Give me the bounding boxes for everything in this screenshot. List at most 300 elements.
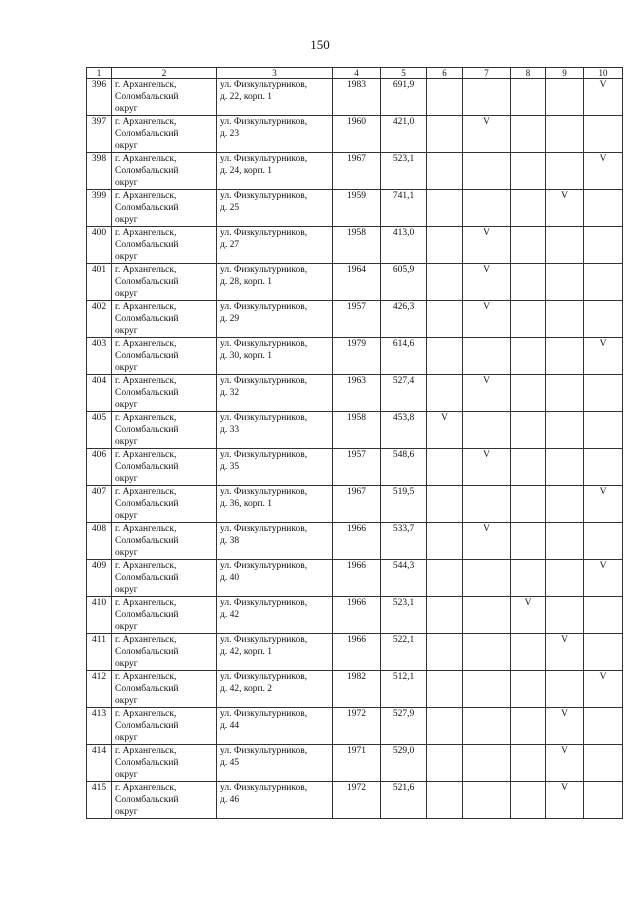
city-line: г. Архангельск, (115, 413, 177, 423)
mark-cell-7: V (463, 301, 511, 338)
mark-cell-6 (427, 264, 463, 301)
address-cell (217, 745, 333, 782)
city-line: округ (115, 178, 138, 188)
address-line: ул. Физкультурников, (220, 80, 308, 90)
mark-cell-9: V (546, 190, 584, 227)
mark-cell-10 (584, 449, 623, 486)
table-row (87, 375, 623, 412)
row-number: 406 (87, 449, 112, 486)
city-line: г. Архангельск, (115, 783, 177, 793)
address-line: д. 22, корп. 1 (220, 92, 273, 102)
address-line: ул. Физкультурников, (220, 117, 308, 127)
area-cell: 544,3 (381, 560, 427, 597)
year-built-cell: 1983 (333, 79, 381, 116)
city-line: Соломбальский (115, 610, 179, 620)
city-line: Соломбальский (115, 795, 179, 805)
mark-cell-6 (427, 190, 463, 227)
city-district-cell (112, 412, 217, 449)
city-district-cell (112, 560, 217, 597)
address-line: ул. Физкультурников, (220, 635, 308, 645)
city-line: Соломбальский (115, 351, 179, 361)
city-district-cell (112, 745, 217, 782)
row-number: 410 (87, 597, 112, 634)
year-built-cell: 1958 (333, 412, 381, 449)
mark-cell-7 (463, 190, 511, 227)
mark-cell-9 (546, 301, 584, 338)
area-cell: 453,8 (381, 412, 427, 449)
mark-cell-9 (546, 449, 584, 486)
column-number-5: 5 (381, 68, 427, 79)
address-line: д. 38 (220, 536, 240, 546)
address-line: ул. Физкультурников, (220, 154, 308, 164)
mark-cell-9 (546, 523, 584, 560)
city-line: округ (115, 252, 138, 262)
area-cell: 426,3 (381, 301, 427, 338)
column-number-1: 1 (87, 68, 112, 79)
city-line: округ (115, 400, 138, 410)
mark-cell-6 (427, 745, 463, 782)
area-cell: 614,6 (381, 338, 427, 375)
year-built-cell: 1966 (333, 634, 381, 671)
area-cell: 527,4 (381, 375, 427, 412)
mark-cell-8: V (511, 597, 546, 634)
area-cell: 533,7 (381, 523, 427, 560)
mark-cell-7 (463, 597, 511, 634)
table-row (87, 486, 623, 523)
city-district-cell (112, 227, 217, 264)
city-line: г. Архангельск, (115, 672, 177, 682)
mark-cell-10: V (584, 486, 623, 523)
mark-cell-10 (584, 412, 623, 449)
mark-cell-6 (427, 338, 463, 375)
mark-cell-6 (427, 523, 463, 560)
address-line: д. 24, корп. 1 (220, 166, 273, 176)
city-line: Соломбальский (115, 758, 179, 768)
mark-cell-7 (463, 634, 511, 671)
address-cell (217, 116, 333, 153)
mark-cell-10 (584, 597, 623, 634)
city-line: Соломбальский (115, 314, 179, 324)
address-cell (217, 486, 333, 523)
mark-cell-8 (511, 338, 546, 375)
address-line: д. 29 (220, 314, 240, 324)
city-line: г. Архангельск, (115, 598, 177, 608)
address-line: д. 27 (220, 240, 240, 250)
address-cell (217, 560, 333, 597)
mark-cell-6 (427, 634, 463, 671)
mark-cell-10 (584, 523, 623, 560)
row-number: 409 (87, 560, 112, 597)
mark-cell-6 (427, 116, 463, 153)
mark-cell-10 (584, 634, 623, 671)
area-cell: 527,9 (381, 708, 427, 745)
area-cell: 548,6 (381, 449, 427, 486)
city-line: Соломбальский (115, 536, 179, 546)
mark-cell-7: V (463, 264, 511, 301)
mark-cell-10: V (584, 671, 623, 708)
address-cell (217, 412, 333, 449)
mark-cell-8 (511, 634, 546, 671)
city-line: округ (115, 807, 138, 817)
address-line: д. 44 (220, 721, 240, 731)
mark-cell-9 (546, 227, 584, 264)
city-line: округ (115, 437, 138, 447)
table-row (87, 338, 623, 375)
area-cell: 519,5 (381, 486, 427, 523)
address-line: д. 42, корп. 2 (220, 684, 273, 694)
city-line: округ (115, 733, 138, 743)
address-line: д. 33 (220, 425, 240, 435)
mark-cell-10 (584, 708, 623, 745)
city-line: г. Архангельск, (115, 487, 177, 497)
mark-cell-9 (546, 671, 584, 708)
city-line: округ (115, 548, 138, 558)
mark-cell-8 (511, 227, 546, 264)
mark-cell-7: V (463, 116, 511, 153)
mark-cell-9: V (546, 745, 584, 782)
row-number: 412 (87, 671, 112, 708)
address-cell (217, 264, 333, 301)
mark-cell-8 (511, 79, 546, 116)
address-line: ул. Физкультурников, (220, 265, 308, 275)
city-line: округ (115, 363, 138, 373)
mark-cell-7 (463, 560, 511, 597)
mark-cell-10 (584, 264, 623, 301)
city-line: округ (115, 215, 138, 225)
table-row (87, 671, 623, 708)
table-row (87, 708, 623, 745)
city-district-cell (112, 153, 217, 190)
address-line: д. 45 (220, 758, 240, 768)
city-line: г. Архангельск, (115, 561, 177, 571)
area-cell: 512,1 (381, 671, 427, 708)
city-line: Соломбальский (115, 647, 179, 657)
address-line: д. 25 (220, 203, 240, 213)
city-line: г. Архангельск, (115, 265, 177, 275)
row-number: 397 (87, 116, 112, 153)
table-row (87, 560, 623, 597)
table-row (87, 227, 623, 264)
mark-cell-9 (546, 264, 584, 301)
year-built-cell: 1960 (333, 116, 381, 153)
year-built-cell: 1957 (333, 301, 381, 338)
city-line: Соломбальский (115, 92, 179, 102)
housing-register-table (86, 67, 623, 819)
mark-cell-10: V (584, 79, 623, 116)
area-cell: 529,0 (381, 745, 427, 782)
address-line: ул. Физкультурников, (220, 413, 308, 423)
city-district-cell (112, 708, 217, 745)
column-number-4: 4 (333, 68, 381, 79)
table-row (87, 523, 623, 560)
column-number-8: 8 (511, 68, 546, 79)
address-line: д. 46 (220, 795, 240, 805)
city-line: округ (115, 326, 138, 336)
mark-cell-10 (584, 375, 623, 412)
mark-cell-8 (511, 412, 546, 449)
city-line: округ (115, 104, 138, 114)
address-cell (217, 523, 333, 560)
mark-cell-6 (427, 79, 463, 116)
column-number-3: 3 (217, 68, 333, 79)
address-line: ул. Физкультурников, (220, 376, 308, 386)
city-line: г. Архангельск, (115, 524, 177, 534)
area-cell: 691,9 (381, 79, 427, 116)
address-line: ул. Физкультурников, (220, 339, 308, 349)
city-district-cell (112, 338, 217, 375)
city-line: округ (115, 659, 138, 669)
address-line: ул. Физкультурников, (220, 228, 308, 238)
city-district-cell (112, 634, 217, 671)
mark-cell-7 (463, 338, 511, 375)
address-line: ул. Физкультурников, (220, 746, 308, 756)
mark-cell-6 (427, 227, 463, 264)
year-built-cell: 1972 (333, 708, 381, 745)
column-number-7: 7 (463, 68, 511, 79)
mark-cell-8 (511, 560, 546, 597)
area-cell: 413,0 (381, 227, 427, 264)
address-line: д. 23 (220, 129, 240, 139)
mark-cell-6 (427, 449, 463, 486)
mark-cell-8 (511, 782, 546, 819)
city-line: г. Архангельск, (115, 117, 177, 127)
mark-cell-9 (546, 412, 584, 449)
mark-cell-10: V (584, 338, 623, 375)
address-line: ул. Физкультурников, (220, 487, 308, 497)
address-cell (217, 301, 333, 338)
mark-cell-9 (546, 79, 584, 116)
city-line: Соломбальский (115, 499, 179, 509)
city-line: г. Архангельск, (115, 376, 177, 386)
mark-cell-9 (546, 486, 584, 523)
year-built-cell: 1972 (333, 782, 381, 819)
city-district-cell (112, 264, 217, 301)
mark-cell-6 (427, 597, 463, 634)
year-built-cell: 1966 (333, 560, 381, 597)
mark-cell-6 (427, 560, 463, 597)
address-line: ул. Физкультурников, (220, 524, 308, 534)
row-number: 396 (87, 79, 112, 116)
address-cell (217, 597, 333, 634)
table-body (87, 79, 623, 819)
mark-cell-6 (427, 375, 463, 412)
city-line: г. Архангельск, (115, 635, 177, 645)
address-cell (217, 338, 333, 375)
address-line: ул. Физкультурников, (220, 450, 308, 460)
address-cell (217, 375, 333, 412)
mark-cell-9 (546, 153, 584, 190)
row-number: 408 (87, 523, 112, 560)
city-line: округ (115, 622, 138, 632)
area-cell: 521,6 (381, 782, 427, 819)
column-number-10: 10 (584, 68, 623, 79)
city-district-cell (112, 301, 217, 338)
table-row (87, 190, 623, 227)
address-cell (217, 153, 333, 190)
row-number: 399 (87, 190, 112, 227)
address-line: д. 40 (220, 573, 240, 583)
mark-cell-9 (546, 560, 584, 597)
city-line: г. Архангельск, (115, 339, 177, 349)
mark-cell-6: V (427, 412, 463, 449)
row-number: 405 (87, 412, 112, 449)
page-number: 150 (310, 37, 330, 52)
address-line: д. 30, корп. 1 (220, 351, 273, 361)
mark-cell-8 (511, 708, 546, 745)
year-built-cell: 1966 (333, 523, 381, 560)
row-number: 403 (87, 338, 112, 375)
row-number: 407 (87, 486, 112, 523)
mark-cell-9 (546, 116, 584, 153)
city-line: г. Архангельск, (115, 302, 177, 312)
city-line: Соломбальский (115, 277, 179, 287)
table-row (87, 634, 623, 671)
year-built-cell: 1967 (333, 486, 381, 523)
city-line: г. Архангельск, (115, 450, 177, 460)
address-cell (217, 190, 333, 227)
mark-cell-6 (427, 708, 463, 745)
mark-cell-6 (427, 301, 463, 338)
mark-cell-7: V (463, 449, 511, 486)
mark-cell-7 (463, 79, 511, 116)
mark-cell-6 (427, 486, 463, 523)
address-cell (217, 708, 333, 745)
mark-cell-10 (584, 116, 623, 153)
area-cell: 523,1 (381, 597, 427, 634)
mark-cell-10 (584, 745, 623, 782)
city-line: Соломбальский (115, 425, 179, 435)
year-built-cell: 1967 (333, 153, 381, 190)
area-cell: 421,0 (381, 116, 427, 153)
column-number-row (87, 68, 623, 79)
city-line: Соломбальский (115, 684, 179, 694)
row-number: 415 (87, 782, 112, 819)
area-cell: 605,9 (381, 264, 427, 301)
city-line: Соломбальский (115, 240, 179, 250)
city-line: округ (115, 585, 138, 595)
address-cell (217, 782, 333, 819)
city-line: Соломбальский (115, 462, 179, 472)
address-line: ул. Физкультурников, (220, 191, 308, 201)
row-number: 413 (87, 708, 112, 745)
table-row (87, 301, 623, 338)
table-row (87, 153, 623, 190)
row-number: 398 (87, 153, 112, 190)
mark-cell-8 (511, 301, 546, 338)
address-line: д. 28, корп. 1 (220, 277, 273, 287)
city-district-cell (112, 449, 217, 486)
mark-cell-7 (463, 782, 511, 819)
city-line: Соломбальский (115, 573, 179, 583)
mark-cell-6 (427, 782, 463, 819)
city-line: Соломбальский (115, 203, 179, 213)
city-line: Соломбальский (115, 129, 179, 139)
mark-cell-8 (511, 375, 546, 412)
mark-cell-8 (511, 745, 546, 782)
mark-cell-7 (463, 486, 511, 523)
column-number-2: 2 (112, 68, 217, 79)
city-line: округ (115, 696, 138, 706)
mark-cell-7 (463, 671, 511, 708)
city-line: Соломбальский (115, 166, 179, 176)
table-row (87, 782, 623, 819)
city-district-cell (112, 190, 217, 227)
mark-cell-7 (463, 745, 511, 782)
row-number: 400 (87, 227, 112, 264)
city-line: округ (115, 289, 138, 299)
table-row (87, 449, 623, 486)
mark-cell-10 (584, 227, 623, 264)
city-line: округ (115, 770, 138, 780)
city-line: округ (115, 511, 138, 521)
mark-cell-9 (546, 597, 584, 634)
city-district-cell (112, 782, 217, 819)
city-line: г. Архангельск, (115, 709, 177, 719)
address-cell (217, 449, 333, 486)
city-district-cell (112, 486, 217, 523)
mark-cell-8 (511, 264, 546, 301)
mark-cell-8 (511, 523, 546, 560)
mark-cell-7: V (463, 227, 511, 264)
mark-cell-9: V (546, 782, 584, 819)
year-built-cell: 1959 (333, 190, 381, 227)
row-number: 402 (87, 301, 112, 338)
mark-cell-9: V (546, 634, 584, 671)
mark-cell-10 (584, 301, 623, 338)
address-line: ул. Физкультурников, (220, 598, 308, 608)
city-district-cell (112, 671, 217, 708)
city-district-cell (112, 79, 217, 116)
area-cell: 523,1 (381, 153, 427, 190)
city-line: округ (115, 141, 138, 151)
mark-cell-9 (546, 375, 584, 412)
year-built-cell: 1979 (333, 338, 381, 375)
table-row (87, 412, 623, 449)
year-built-cell: 1966 (333, 597, 381, 634)
column-number-9: 9 (546, 68, 584, 79)
area-cell: 741,1 (381, 190, 427, 227)
table-row (87, 597, 623, 634)
mark-cell-8 (511, 153, 546, 190)
city-line: г. Архангельск, (115, 154, 177, 164)
row-number: 401 (87, 264, 112, 301)
address-cell (217, 671, 333, 708)
address-cell (217, 227, 333, 264)
mark-cell-8 (511, 190, 546, 227)
table-row (87, 79, 623, 116)
address-line: д. 32 (220, 388, 240, 398)
mark-cell-10: V (584, 153, 623, 190)
row-number: 411 (87, 634, 112, 671)
city-district-cell (112, 116, 217, 153)
address-line: ул. Физкультурников, (220, 709, 308, 719)
mark-cell-6 (427, 153, 463, 190)
city-line: Соломбальский (115, 721, 179, 731)
year-built-cell: 1957 (333, 449, 381, 486)
mark-cell-7: V (463, 375, 511, 412)
city-line: г. Архангельск, (115, 191, 177, 201)
address-cell (217, 634, 333, 671)
mark-cell-7 (463, 708, 511, 745)
mark-cell-6 (427, 671, 463, 708)
city-district-cell (112, 375, 217, 412)
row-number: 414 (87, 745, 112, 782)
city-district-cell (112, 597, 217, 634)
year-built-cell: 1963 (333, 375, 381, 412)
mark-cell-7: V (463, 523, 511, 560)
mark-cell-9: V (546, 708, 584, 745)
column-number-6: 6 (427, 68, 463, 79)
